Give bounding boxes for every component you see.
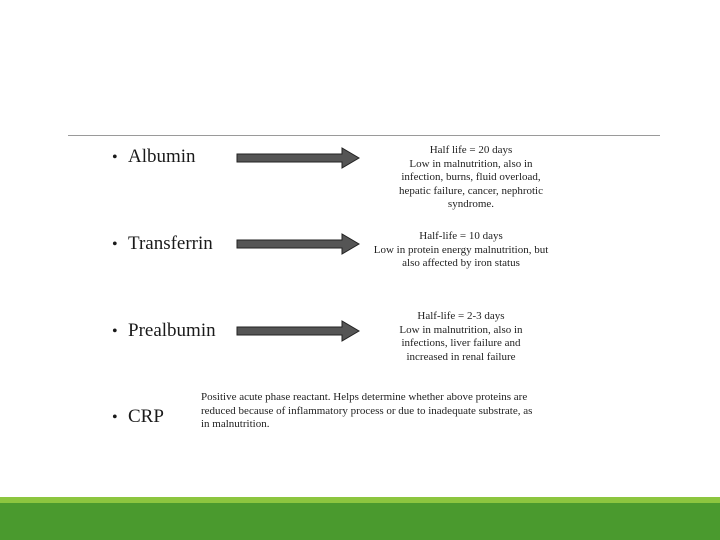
list-item-albumin (112, 146, 196, 169)
bullet: • (112, 236, 118, 253)
right-arrow-icon (236, 320, 360, 342)
list-item-crp (112, 406, 164, 429)
item-label: Transferrin (128, 233, 213, 254)
list-item-prealbumin (112, 320, 216, 343)
item-label: Prealbumin (128, 320, 216, 341)
footer-bar (0, 503, 720, 540)
crp-note: Positive acute phase reactant. Helps determine whether above proteins are reduced because of inflammatory process or due to inadequate substrate, as in malnutrition. (201, 391, 533, 430)
list-item-transferrin (112, 233, 213, 256)
header-divider (68, 135, 660, 136)
item-label: Albumin (128, 146, 196, 167)
item-note: Half-life = 10 days Low in protein energy malnutrition, but also affected by iron status (373, 230, 549, 269)
right-arrow-icon (236, 147, 360, 169)
item-label: CRP (128, 406, 164, 427)
item-note: Half life = 20 days Low in malnutrition, also in infection, burns, fluid overload, hepatic failure, cancer, nephrotic syndrome. (398, 144, 543, 210)
bullet: • (112, 409, 118, 426)
right-arrow-icon (236, 233, 360, 255)
item-note: Half-life = 2-3 days Low in malnutrition, also in infections, liver failure and increased in renal failure (399, 310, 523, 363)
bullet: • (112, 149, 118, 166)
bullet: • (112, 323, 118, 340)
